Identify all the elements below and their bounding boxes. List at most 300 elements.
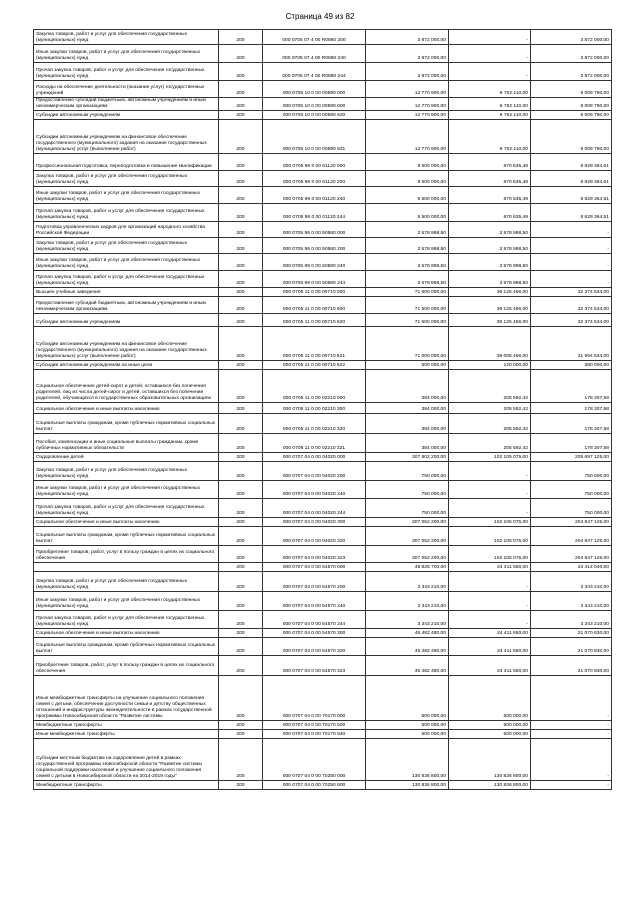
row-name: Прочая закупка товаров, работ и услуг для обеспечения государственных (муниципальных) нужд (34, 271, 219, 288)
table-row (34, 453, 612, 462)
row-kbk: 000 0705 07 4 00 R0860 244 (263, 63, 366, 81)
row-exec: 500 000,00 (449, 730, 531, 739)
row-name: Приобретение товаров, работ, услуг в пользу граждан в целях их социального обеспечения (34, 546, 219, 563)
row-name: Высшее учебные заведения (34, 288, 219, 297)
row-plan: 384 000,00 (366, 434, 449, 453)
row-rest: 6 008 790,00 (531, 111, 612, 120)
row-plan: 500 000,00 (366, 361, 449, 370)
row-rest: - (531, 222, 612, 238)
row-code: 200 (219, 499, 263, 518)
row-name: Субсидии автономным учреждениям (34, 111, 219, 120)
row-code: 200 (219, 656, 263, 676)
row-plan: 3 872 000,00 (366, 30, 449, 45)
row-name: Приобретение товаров, работ, услуг в пользу граждан в целях их социального обеспечения (34, 656, 219, 676)
table-row (34, 546, 612, 563)
row-code: 200 (219, 187, 263, 204)
row-rest: 32 374 534,00 (531, 288, 612, 297)
row-plan: 307 052 200,00 (366, 527, 449, 546)
row-rest: 380 000,00 (531, 361, 612, 370)
row-code: 200 (219, 414, 263, 434)
row-name: Иные закупки товаров, работ и услуг для обеспечения государственных (муниципальных) нужд (34, 481, 219, 499)
row-rest: 8 629 364,51 (531, 171, 612, 187)
row-code: 200 (219, 403, 263, 414)
table-row (34, 120, 612, 154)
row-plan: 46 482 480,00 (366, 656, 449, 676)
row-exec: 39 125 466,00 (449, 314, 531, 327)
row-rest: 8 629 364,51 (531, 187, 612, 204)
row-rest: 21 070 830,00 (531, 638, 612, 656)
row-code: 200 (219, 111, 263, 120)
row-exec: 6 762 110,00 (449, 81, 531, 98)
row-kbk: 000 0705 99 0 00 01120 244 (263, 204, 366, 222)
row-kbk: 000 0705 99 0 00 50580 000 (263, 222, 366, 238)
row-rest: 6 008 790,00 (531, 120, 612, 154)
row-rest: 6 008 790,00 (531, 81, 612, 98)
row-exec: 24 411 650,00 (449, 629, 531, 638)
row-code: 200 (219, 781, 263, 790)
row-exec: 3 578 998,50 (449, 271, 531, 288)
row-code: 200 (219, 81, 263, 98)
row-exec: 102 105 075,00 (449, 453, 531, 462)
row-plan: 307 052 200,00 (366, 518, 449, 527)
row-plan: 500 000,00 (366, 730, 449, 739)
row-kbk: 000 0705 11 0 00 02210 300 (263, 403, 366, 414)
row-code: 200 (219, 254, 263, 271)
row-kbk: 000 0705 99 0 00 01120 200 (263, 171, 366, 187)
row-exec: - (449, 45, 531, 63)
row-plan: 3 343 210,00 (366, 611, 449, 629)
row-exec: - (449, 63, 531, 81)
row-plan: 12 770 900,00 (366, 111, 449, 120)
row-name: Иные закупки товаров, работ и услуг для обеспечения государственных (муниципальных) нужд (34, 592, 219, 611)
table-row (34, 638, 612, 656)
row-code: 200 (219, 120, 263, 154)
row-name: Иные межбюджетные трансферты на улучшение социального положения семей с детьми, обеспечение доступности семьи и детству общественных отношений и инфраструктуры жизнедеятельности в рамках государственной программы Новосибирской области "Развитие системы (34, 676, 219, 721)
row-rest: - (531, 721, 612, 730)
row-rest: 178 307,58 (531, 414, 612, 434)
row-kbk: 000 0707 04 0 00 70250 000 (263, 739, 366, 781)
row-name: Закупка товаров, работ и услуг для обеспечения государственных (муниципальных) нужд (34, 462, 219, 481)
row-rest: 204 947 125,00 (531, 518, 612, 527)
row-plan: 307 802 200,00 (366, 453, 449, 462)
row-code: 200 (219, 434, 263, 453)
row-name: Пособия, компенсации и иные социальные выплаты гражданам, кроме публичных нормативных обязательств (34, 434, 219, 453)
row-kbk: 000 0705 99 0 00 50580 240 (263, 254, 366, 271)
row-rest: 3 343 210,00 (531, 611, 612, 629)
row-name: Иные межбюджетные трансферты (34, 730, 219, 739)
row-name: Закупка товаров, работ и услуг для обеспечения государственных (муниципальных) нужд (34, 171, 219, 187)
row-plan: 3 872 000,00 (366, 63, 449, 81)
row-code: 200 (219, 453, 263, 462)
row-name: Прочая закупка товаров, работ и услуг для обеспечения государственных (муниципальных) нужд (34, 204, 219, 222)
row-exec: 130 836 800,00 (449, 781, 531, 790)
row-exec: 205 592,42 (449, 414, 531, 434)
table-row (34, 611, 612, 629)
row-code: 200 (219, 288, 263, 297)
row-plan: 46 482 480,00 (366, 638, 449, 656)
row-kbk: 000 0705 11 0 00 00710 620 (263, 314, 366, 327)
row-rest: - (531, 271, 612, 288)
row-name: Социальные выплаты гражданам, кроме публичных нормативных социальных выплат (34, 527, 219, 546)
row-exec: 102 105 075,00 (449, 527, 531, 546)
row-code: 200 (219, 676, 263, 721)
row-plan: 12 770 900,00 (366, 120, 449, 154)
row-kbk: 000 0707 04 0 00 54570 000 (263, 563, 366, 572)
row-name: Закупка товаров, работ и услуг для обеспечения государственных (муниципальных) нужд (34, 30, 219, 45)
row-plan: 71 500 000,00 (366, 297, 449, 314)
row-kbk: 000 0707 04 0 00 04020 000 (263, 453, 366, 462)
row-exec: 6 762 110,00 (449, 120, 531, 154)
row-kbk: 000 0707 04 0 00 70170 500 (263, 721, 366, 730)
row-kbk: 000 0707 04 0 00 04020 323 (263, 546, 366, 563)
row-plan: 12 770 900,00 (366, 98, 449, 111)
table-row (34, 518, 612, 527)
row-exec: 870 635,49 (449, 154, 531, 171)
table-row (34, 154, 612, 171)
row-exec: 102 105 075,00 (449, 518, 531, 527)
row-code: 200 (219, 481, 263, 499)
row-rest: 8 629 364,51 (531, 154, 612, 171)
row-kbk: 000 0707 04 0 00 04020 240 (263, 481, 366, 499)
table-row (34, 572, 612, 592)
row-rest: 3 872 000,00 (531, 63, 612, 81)
row-exec: - (449, 572, 531, 592)
row-code: 200 (219, 98, 263, 111)
table-row (34, 222, 612, 238)
row-name: Социальное обеспечение и иные выплаты населению (34, 518, 219, 527)
row-exec: 24 411 650,00 (449, 656, 531, 676)
row-rest: 750 000,00 (531, 481, 612, 499)
row-name: Оздоровление детей (34, 453, 219, 462)
row-plan: 9 500 000,00 (366, 171, 449, 187)
row-name: Межбюджетные трансферты (34, 721, 219, 730)
row-rest: 32 374 534,00 (531, 297, 612, 314)
table-row (34, 327, 612, 361)
row-code: 200 (219, 361, 263, 370)
table-row (34, 171, 612, 187)
row-name (34, 563, 219, 572)
row-kbk: 000 0705 07 4 00 R0860 240 (263, 45, 366, 63)
row-name: Иные закупки товаров, работ и услуг для обеспечения государственных (муниципальных) нужд (34, 187, 219, 204)
table-row (34, 563, 612, 572)
row-rest: 3 872 000,00 (531, 30, 612, 45)
row-plan: 9 500 000,00 (366, 187, 449, 204)
row-name: Социальное обеспечение и иные выплаты населению (34, 403, 219, 414)
row-exec: 500 000,00 (449, 721, 531, 730)
page-header: Страница 49 из 82 (285, 12, 355, 21)
row-name: Социальное обеспечение и иные выплаты населению (34, 629, 219, 638)
table-row (34, 297, 612, 314)
row-code: 200 (219, 638, 263, 656)
row-code: 200 (219, 462, 263, 481)
table-row (34, 499, 612, 518)
row-name: Предоставление субсидий бюджетным, автономным учреждениям и иным некоммерческим организациям (34, 297, 219, 314)
row-exec: - (449, 30, 531, 45)
row-plan: 49 825 700,00 (366, 563, 449, 572)
table-row (34, 187, 612, 204)
row-exec: 6 762 110,00 (449, 98, 531, 111)
row-kbk: 000 0705 10 0 00 00590 620 (263, 111, 366, 120)
row-name: Субсидии автономным учреждениям на иные цели (34, 361, 219, 370)
row-name: Субсидии местным бюджетам на оздоровление детей в рамках государственной программы Новосибирской области "Развитие системы социальной поддержки населения и улучшение социального положения семей с детьми в Новосибирской области на 2014-2019 годы" (34, 739, 219, 781)
row-kbk: 000 0707 04 0 00 54570 240 (263, 592, 366, 611)
row-exec: 102 105 075,00 (449, 546, 531, 563)
row-kbk: 000 0707 04 0 00 04020 244 (263, 499, 366, 518)
row-plan: 130 836 800,00 (366, 781, 449, 790)
row-code: 200 (219, 171, 263, 187)
row-exec: - (449, 462, 531, 481)
table-row (34, 414, 612, 434)
row-code: 200 (219, 563, 263, 572)
row-name: Предоставление субсидий бюджетным, автономным учреждениям и иным некоммерческим организациям (34, 98, 219, 111)
table-row (34, 98, 612, 111)
row-exec: 39 125 466,00 (449, 297, 531, 314)
row-code: 200 (219, 370, 263, 403)
row-name: Социальные выплаты гражданам, кроме публичных нормативных социальных выплат (34, 414, 219, 434)
table-row (34, 739, 612, 781)
table-row (34, 204, 612, 222)
row-code: 200 (219, 154, 263, 171)
row-rest: 3 343 210,00 (531, 592, 612, 611)
row-kbk: 000 0705 11 0 00 00710 000 (263, 288, 366, 297)
row-rest: 32 374 534,00 (531, 314, 612, 327)
table-row (34, 730, 612, 739)
row-rest: - (531, 676, 612, 721)
row-code: 200 (219, 518, 263, 527)
table-row (34, 111, 612, 120)
table-row (34, 361, 612, 370)
table-row (34, 81, 612, 98)
row-code: 200 (219, 238, 263, 254)
row-code: 200 (219, 572, 263, 592)
row-plan: 384 000,00 (366, 414, 449, 434)
table-row (34, 403, 612, 414)
row-code: 200 (219, 314, 263, 327)
row-code: 200 (219, 611, 263, 629)
row-kbk: 000 0705 11 0 00 00710 622 (263, 361, 366, 370)
row-plan: 3 578 998,50 (366, 238, 449, 254)
row-rest: - (531, 781, 612, 790)
table-row (34, 63, 612, 81)
row-code: 200 (219, 30, 263, 45)
row-rest: 3 872 000,00 (531, 45, 612, 63)
row-plan: 3 578 998,50 (366, 222, 449, 238)
row-rest: 24 414 040,00 (531, 563, 612, 572)
row-rest: - (531, 238, 612, 254)
row-code: 200 (219, 204, 263, 222)
row-exec: 24 411 650,00 (449, 563, 531, 572)
row-exec: - (449, 592, 531, 611)
row-kbk: 000 0707 04 0 00 04020 320 (263, 527, 366, 546)
row-code: 200 (219, 546, 263, 563)
row-name: Подготовка управленческих кадров для организаций народного хозяйства Российской Федерации (34, 222, 219, 238)
row-rest: 205 697 125,00 (531, 453, 612, 462)
row-name: Прочая закупка товаров, работ и услуг для обеспечения государственных (муниципальных) нужд (34, 63, 219, 81)
row-rest: 3 343 210,00 (531, 572, 612, 592)
row-exec: 39 125 466,00 (449, 288, 531, 297)
row-rest: 21 070 830,00 (531, 656, 612, 676)
row-exec: 130 836 800,00 (449, 739, 531, 781)
row-kbk: 000 0707 04 0 00 54570 200 (263, 572, 366, 592)
row-name: Расходы на обеспечение деятельности (оказание услуг) государственных учреждений (34, 81, 219, 98)
row-plan: 3 343 210,00 (366, 572, 449, 592)
row-plan: 750 000,00 (366, 462, 449, 481)
row-rest: 750 000,00 (531, 499, 612, 518)
row-code: 200 (219, 327, 263, 361)
row-name: Прочая закупка товаров, работ и услуг для обеспечения государственных (муниципальных) нужд (34, 611, 219, 629)
row-exec: 3 578 998,50 (449, 222, 531, 238)
row-code: 200 (219, 592, 263, 611)
row-plan: 384 000,00 (366, 403, 449, 414)
table-row (34, 481, 612, 499)
row-kbk: 000 0707 04 0 00 04020 200 (263, 462, 366, 481)
row-plan: 9 500 000,00 (366, 154, 449, 171)
row-plan: 750 000,00 (366, 481, 449, 499)
row-name: Профессиональная подготовка, переподготовка и повышение квалификации (34, 154, 219, 171)
row-exec: 500 000,00 (449, 676, 531, 721)
row-kbk: 000 0705 07 4 00 R0860 200 (263, 30, 366, 45)
table-row (34, 288, 612, 297)
row-rest: 178 307,58 (531, 370, 612, 403)
row-plan: 46 482 480,00 (366, 629, 449, 638)
row-plan: 500 000,00 (366, 721, 449, 730)
row-kbk: 000 0705 11 0 00 00710 621 (263, 327, 366, 361)
row-name: Прочая закупка товаров, работ и услуг для обеспечения государственных (муниципальных) нужд (34, 499, 219, 518)
table-row (34, 462, 612, 481)
row-plan: 384 000,00 (366, 370, 449, 403)
row-exec: 24 411 650,00 (449, 638, 531, 656)
row-kbk: 000 0707 04 0 00 54570 300 (263, 629, 366, 638)
row-exec: - (449, 611, 531, 629)
row-exec: 870 635,49 (449, 171, 531, 187)
row-plan: 12 770 900,00 (366, 81, 449, 98)
row-kbk: 000 0705 10 0 00 00590 000 (263, 81, 366, 98)
row-rest: 204 947 125,00 (531, 546, 612, 563)
row-kbk: 000 0705 11 0 00 02210 321 (263, 434, 366, 453)
row-code: 200 (219, 739, 263, 781)
row-exec: 3 578 998,50 (449, 254, 531, 271)
row-exec: 205 592,42 (449, 403, 531, 414)
row-rest: - (531, 254, 612, 271)
row-exec: 205 592,42 (449, 370, 531, 403)
table-row (34, 314, 612, 327)
row-kbk: 000 0705 99 0 00 50580 244 (263, 271, 366, 288)
table-row (34, 592, 612, 611)
row-code: 200 (219, 527, 263, 546)
row-kbk: 000 0705 11 0 00 02210 000 (263, 370, 366, 403)
row-code: 200 (219, 721, 263, 730)
row-exec: - (449, 499, 531, 518)
row-name: Иные закупки товаров, работ и услуг для обеспечения государственных (муниципальных) нужд (34, 45, 219, 63)
row-kbk: 000 0707 04 0 00 70170 540 (263, 730, 366, 739)
row-plan: 3 578 998,50 (366, 271, 449, 288)
row-plan: 71 500 000,00 (366, 288, 449, 297)
row-exec: 6 762 110,00 (449, 111, 531, 120)
row-kbk: 000 0707 04 0 00 54570 323 (263, 656, 366, 676)
row-plan: 3 343 210,00 (366, 592, 449, 611)
table-row (34, 656, 612, 676)
table-row (34, 45, 612, 63)
row-code: 200 (219, 45, 263, 63)
row-plan: 750 000,00 (366, 499, 449, 518)
row-rest: 6 008 790,00 (531, 98, 612, 111)
row-kbk: 000 0707 04 0 00 70250 500 (263, 781, 366, 790)
row-exec: 870 635,49 (449, 187, 531, 204)
row-name: Субсидии автономным учреждениям (34, 314, 219, 327)
row-name: Социальные выплаты гражданам, кроме публичных нормативных социальных выплат (34, 638, 219, 656)
row-kbk: 000 0707 04 0 00 54570 320 (263, 638, 366, 656)
row-exec: 120 000,00 (449, 361, 531, 370)
row-code: 200 (219, 271, 263, 288)
row-rest: 750 000,00 (531, 462, 612, 481)
row-plan: 500 000,00 (366, 676, 449, 721)
table-row (34, 30, 612, 45)
table-row (34, 721, 612, 730)
row-plan: 3 578 998,50 (366, 254, 449, 271)
row-exec: 205 592,42 (449, 434, 531, 453)
row-kbk: 000 0707 04 0 00 54570 244 (263, 611, 366, 629)
row-exec: 39 005 466,00 (449, 327, 531, 361)
row-rest: 178 307,58 (531, 434, 612, 453)
table-row (34, 434, 612, 453)
table-row (34, 629, 612, 638)
table-row (34, 781, 612, 790)
row-kbk: 000 0707 04 0 00 70170 000 (263, 676, 366, 721)
row-rest: 178 307,58 (531, 403, 612, 414)
row-exec: 870 635,49 (449, 204, 531, 222)
row-rest: 21 070 830,00 (531, 629, 612, 638)
row-name: Субсидии автономным учреждениям на финансовое обеспечение государственного (муниципального) задания на оказание государственных (муниципальных) услуг (выполнение работ) (34, 327, 219, 361)
table-row (34, 527, 612, 546)
row-kbk: 000 0705 99 0 00 01120 000 (263, 154, 366, 171)
row-rest: 8 629 364,51 (531, 204, 612, 222)
row-code: 200 (219, 222, 263, 238)
row-name: Социальное обеспечение детей-сирот и детей, оставшихся без попечения родителей, лиц из числа детей-сирот и детей, оставшихся без попечения родителей, обучающихся в государственных образовательных организациях (34, 370, 219, 403)
table-row (34, 271, 612, 288)
row-name: Иные закупки товаров, работ и услуг для обеспечения государственных (муниципальных) нужд (34, 254, 219, 271)
row-plan: 71 500 000,00 (366, 314, 449, 327)
row-kbk: 000 0705 99 0 00 50580 200 (263, 238, 366, 254)
row-plan: 3 872 000,00 (366, 45, 449, 63)
row-plan: 71 000 000,00 (366, 327, 449, 361)
row-exec: 3 578 998,50 (449, 238, 531, 254)
table-row (34, 370, 612, 403)
row-rest: - (531, 730, 612, 739)
row-name: Закупка товаров, работ и услуг для обеспечения государственных (муниципальных) нужд (34, 238, 219, 254)
row-name: Межбюджетные трансферты (34, 781, 219, 790)
table-row (34, 254, 612, 271)
row-rest: 204 947 125,00 (531, 527, 612, 546)
row-name: Субсидии автономным учреждениям на финансовое обеспечение государственного (муниципального) задания на оказание государственных (муниципальных) услуг (выполнение работ) (34, 120, 219, 154)
row-kbk: 000 0705 10 0 00 00590 600 (263, 98, 366, 111)
row-kbk: 000 0705 99 0 00 01120 240 (263, 187, 366, 204)
row-plan: 9 500 000,00 (366, 204, 449, 222)
row-kbk: 000 0705 11 0 00 02210 320 (263, 414, 366, 434)
table-row (34, 676, 612, 721)
row-code: 200 (219, 63, 263, 81)
row-kbk: 000 0705 10 0 00 00590 621 (263, 120, 366, 154)
row-rest: 31 994 534,00 (531, 327, 612, 361)
row-name: Закупка товаров, работ и услуг для обеспечения государственных (муниципальных) нужд (34, 572, 219, 592)
table-row (34, 238, 612, 254)
row-code: 200 (219, 297, 263, 314)
row-plan: 130 836 800,00 (366, 739, 449, 781)
row-rest: - (531, 739, 612, 781)
row-exec: - (449, 481, 531, 499)
row-plan: 307 052 200,00 (366, 546, 449, 563)
row-code: 200 (219, 629, 263, 638)
budget-table (33, 29, 612, 790)
